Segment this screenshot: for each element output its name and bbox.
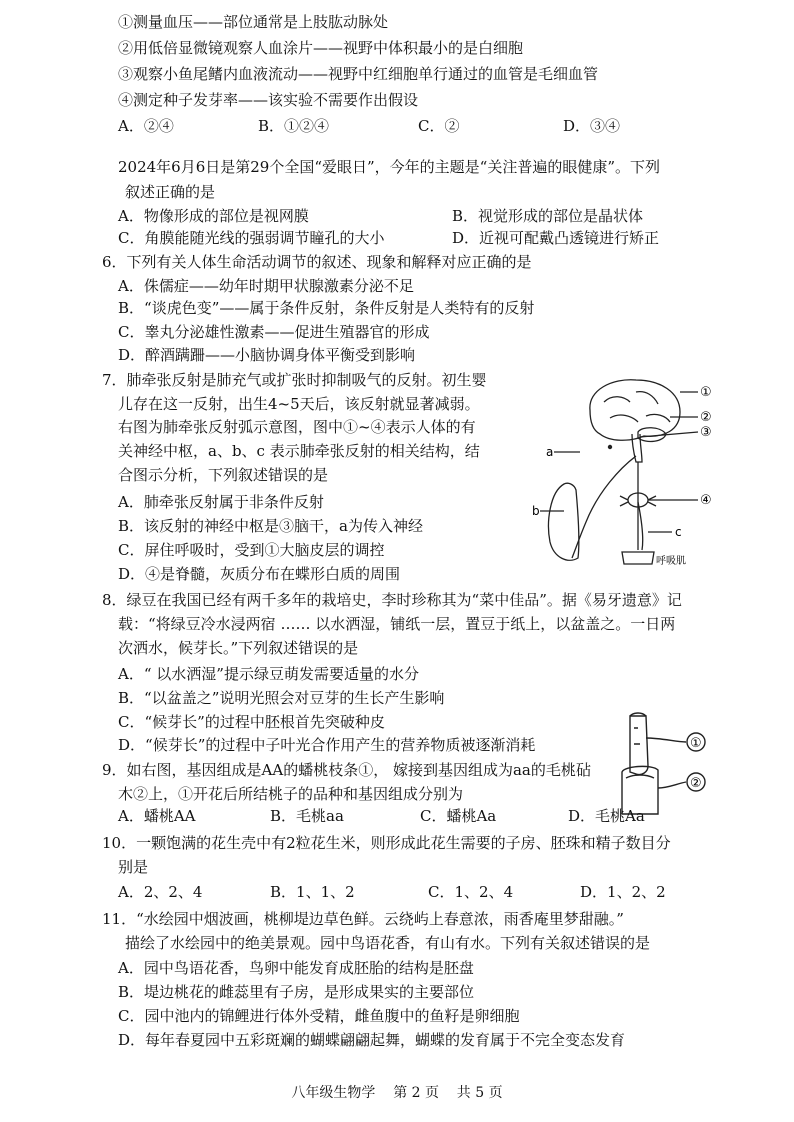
- reflex-arc-figure: [520, 372, 720, 582]
- fig-label-muscle: 呼吸肌: [656, 556, 686, 567]
- q7-option-a: A．肺牵张反射属于非条件反射: [118, 493, 324, 511]
- receptor-dot: [608, 445, 612, 449]
- fig-label-3: ③: [700, 425, 712, 440]
- fig-label-c: c: [675, 525, 682, 539]
- breathing-muscle-shape: [622, 552, 654, 564]
- q6-option-d: D．醉酒蹒跚——小脑协调身体平衡受到影响: [118, 346, 416, 364]
- q6-option-a: A．侏儒症——幼年时期甲状腺激素分泌不足: [118, 277, 414, 295]
- q8-option-d: D．“候芽长”的过程中子叶光合作用产生的营养物质被逐渐消耗: [118, 736, 536, 754]
- q4-item-3: ③观察小鱼尾鳍内血液流动——视野中红细胞单行通过的血管是毛细血管: [118, 65, 599, 83]
- label-1-pointer: [646, 738, 686, 742]
- fig-label-a: a: [546, 445, 554, 459]
- q4-option-a: A．②④: [118, 117, 174, 135]
- q6-stem: 6．下列有关人体生命活动调节的叙述、现象和解释对应正确的是: [102, 253, 532, 271]
- q8-stem-line-1: 8．绿豆在我国已经有两千多年的栽培史，李时珍称其为“菜中佳品”。据《易牙遗意》记: [102, 591, 682, 609]
- q11-option-b: B．堤边桃花的雌蕊里有子房，是形成果实的主要部位: [118, 983, 475, 1001]
- q5-option-a: A．物像形成的部位是视网膜: [118, 207, 309, 225]
- label-2-pointer: [658, 782, 686, 788]
- fig-label-1: ①: [700, 385, 712, 400]
- brain-cerebrum-shape: [590, 380, 680, 440]
- q7-stem-line-3: 右图为肺牵张反射弧示意图，图中①~④表示人体的有: [118, 418, 476, 436]
- q8-stem-line-2: 载：“将绿豆冷水浸两宿 …… 以水洒湿，铺纸一层，置豆于纸上，以盆盖之。一日两: [118, 615, 676, 633]
- fig-label-2: ②: [690, 776, 702, 791]
- q9-option-c: C．蟠桃Aa: [420, 807, 497, 825]
- fig-label-b: b: [532, 504, 540, 518]
- label-3-pointer: [640, 432, 698, 437]
- q7-stem-line-2: 儿存在这一反射，出生4~5天后，该反射就显著减弱。: [118, 395, 480, 413]
- q7-stem-line-4: 关神经中枢，a、b、c 表示肺牵张反射的相关结构，结: [118, 442, 480, 460]
- q9-option-d: D．毛桃Aa: [568, 807, 645, 825]
- q5-option-b: B．视觉形成的部位是晶状体: [452, 207, 644, 225]
- q9-option-a: A．蟠桃AA: [118, 807, 196, 825]
- q6-option-b: B．“谈虎色变”——属于条件反射，条件反射是人类特有的反射: [118, 299, 535, 317]
- q9-stem-line-1: 9．如右图，基因组成是AA的蟠桃枝条①， 嫁接到基因组成为aa的毛桃砧: [102, 761, 591, 779]
- q11-stem-line-1: 11．“水绘园中烟波画，桃柳堤边草色鲜。云绕屿上春意浓，雨香庵里梦甜融。”: [102, 910, 624, 928]
- q8-option-c: C．“候芽长”的过程中胚根首先突破种皮: [118, 713, 385, 731]
- q8-stem-line-3: 次洒水，候芽长。”下列叙述错误的是: [118, 639, 359, 657]
- q10-option-b: B．1、1、2: [270, 883, 355, 901]
- q5-option-c: C．角膜能随光线的强弱调节瞳孔的大小: [118, 229, 385, 247]
- q7-option-c: C．屏住呼吸时，受到①大脑皮层的调控: [118, 541, 385, 559]
- q7-stem-line-5: 合图示分析，下列叙述错误的是: [118, 466, 329, 484]
- q7-stem-line-1: 7．肺牵张反射是肺充气或扩张时抑制吸气的反射。初生婴: [102, 371, 487, 389]
- q5-stem-line-1: 2024年6月6日是第29个全国“爱眼日”，今年的主题是“关注普遍的眼健康”。下列: [118, 158, 661, 176]
- nerve-a-line: [572, 456, 636, 558]
- q5-stem-line-2: 叙述正确的是: [125, 183, 216, 201]
- q11-option-a: A．园中鸟语花香，鸟卵中能发育成胚胎的结构是胚盘: [118, 959, 474, 977]
- q7-option-d: D．④是脊髓，灰质分布在蝶形白质的周围: [118, 565, 401, 583]
- q10-stem-line-2: 别是: [118, 858, 149, 876]
- q4-item-1: ①测量血压——部位通常是上肢肱动脉处: [118, 13, 389, 31]
- nerve-c-line: [638, 502, 643, 550]
- q4-item-2: ②用低倍显微镜观察人血涂片——视野中体积最小的是白细胞: [118, 39, 524, 57]
- q4-option-c: C．②: [418, 117, 460, 135]
- fig-label-4: ④: [700, 493, 712, 508]
- q8-option-a: A．“ 以水洒湿”提示绿豆萌发需要适量的水分: [118, 665, 419, 683]
- fig-label-1: ①: [690, 736, 702, 751]
- fig-label-2: ②: [700, 410, 712, 425]
- q11-option-d: D．每年春夏园中五彩斑斓的蝴蝶翩翩起舞，蝴蝶的发育属于不完全变态发育: [118, 1031, 626, 1049]
- q6-option-c: C．睾丸分泌雄性激素——促进生殖器官的形成: [118, 323, 430, 341]
- grafting-figure: [612, 708, 722, 818]
- q5-option-d: D．近视可配戴凸透镜进行矫正: [452, 229, 660, 247]
- q9-stem-line-2: 木②上，①开花后所结桃子的品种和基因组成分别为: [118, 785, 464, 803]
- q8-option-b: B．“以盆盖之”说明光照会对豆芽的生长产生影响: [118, 689, 445, 707]
- q10-option-a: A．2、2、4: [118, 883, 203, 901]
- q7-option-b: B．该反射的神经中枢是③脑干，a为传入神经: [118, 517, 423, 535]
- q9-option-b: B．毛桃aa: [270, 807, 344, 825]
- q4-option-b: B．①②④: [258, 117, 330, 135]
- q10-option-c: C．1、2、4: [428, 883, 514, 901]
- lung-shape: [549, 483, 579, 560]
- q4-item-4: ④测定种子发芽率——该实验不需要作出假设: [118, 91, 419, 109]
- q4-option-d: D．③④: [563, 117, 621, 135]
- page-footer: 八年级生物学 第 2 页 共 5 页: [291, 1085, 503, 1101]
- q11-stem-line-2: 描绘了水绘园中的绝美景观。园中鸟语花香，有山有水。下列有关叙述错误的是: [125, 934, 651, 952]
- q10-option-d: D．1、2、2: [580, 883, 666, 901]
- q10-stem-line-1: 10．一颗饱满的花生壳中有2粒花生米，则形成此花生需要的子房、胚珠和精子数目分: [102, 834, 671, 852]
- q11-option-c: C．园中池内的锦鲤进行体外受精，雌鱼腹中的鱼籽是卵细胞: [118, 1007, 520, 1025]
